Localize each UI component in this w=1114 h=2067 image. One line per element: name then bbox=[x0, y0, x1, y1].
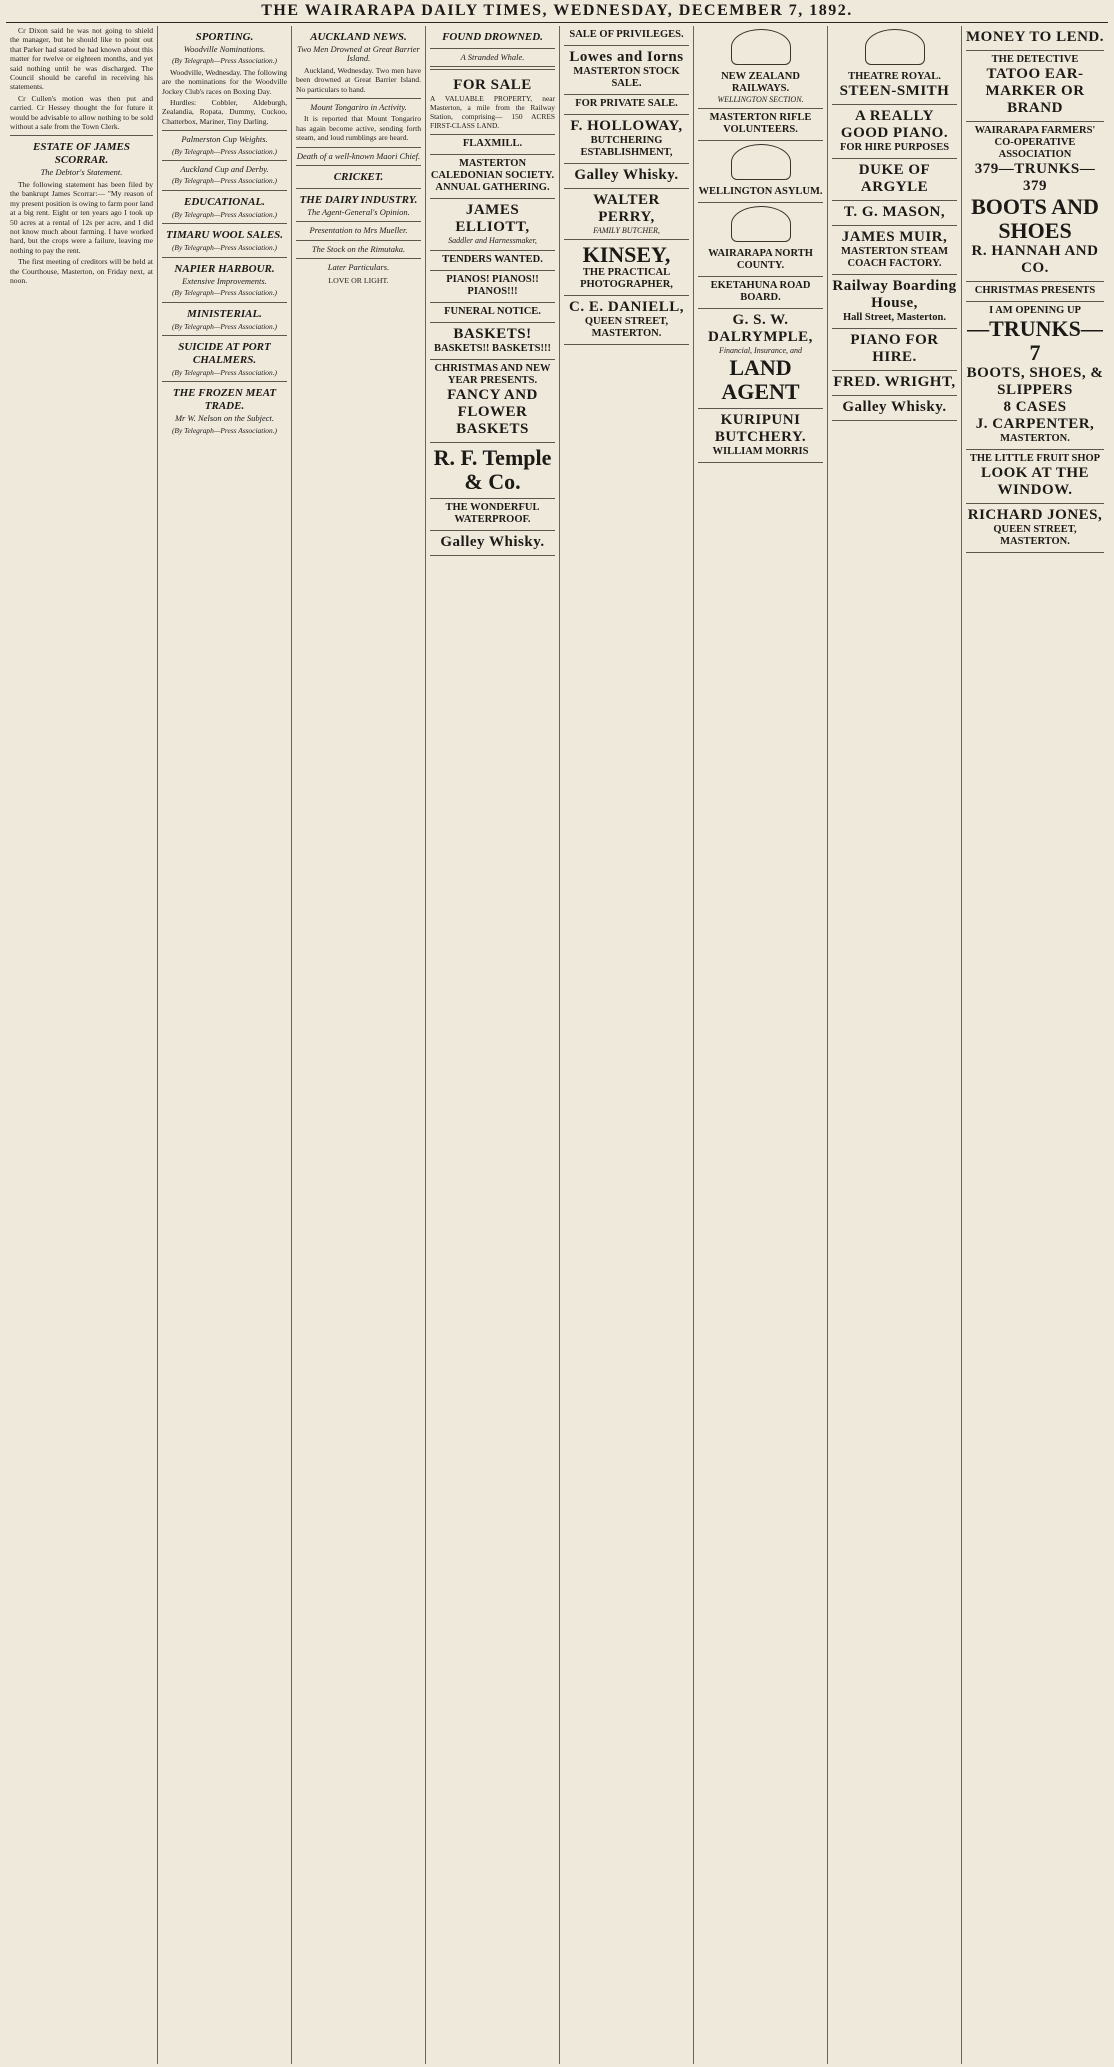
advertisement bbox=[966, 302, 1104, 450]
ad-heading: PIANOS! PIANOS!! PIANOS!!! bbox=[446, 273, 539, 297]
ad-heading: FANCY AND FLOWER BASKETS bbox=[447, 386, 538, 437]
advertisement bbox=[832, 201, 957, 226]
ad-subheading: QUEEN STREET, MASTERTON. bbox=[993, 524, 1077, 547]
masthead-title: THE WAIRARAPA DAILY TIMES, WEDNESDAY, DECEMBER 7, 1892. bbox=[261, 2, 853, 19]
advertisement bbox=[564, 115, 689, 164]
ad-heading: BOOTS AND SHOES bbox=[971, 194, 1099, 243]
advertisement bbox=[832, 329, 957, 371]
article-subheading: Presentation to Mrs Mueller. bbox=[309, 225, 408, 236]
masthead bbox=[6, 0, 1108, 23]
advertisement bbox=[564, 95, 689, 115]
article-subheading: Auckland Cup and Derby. bbox=[180, 164, 269, 175]
advertisement bbox=[832, 159, 957, 201]
divider bbox=[430, 48, 555, 49]
advertisement bbox=[430, 303, 555, 323]
article-heading: TIMARU WOOL SALES. bbox=[165, 229, 284, 242]
ad-heading: —TRUNKS—7 bbox=[967, 316, 1103, 365]
article-heading: CRICKET. bbox=[333, 171, 384, 184]
advertisement bbox=[832, 396, 957, 421]
ad-heading: FRED. WRIGHT, bbox=[833, 374, 956, 390]
advertisement bbox=[564, 189, 689, 240]
advertisement bbox=[698, 245, 823, 277]
advertisement bbox=[430, 271, 555, 303]
ad-heading: F. HOLLOWAY, bbox=[570, 118, 683, 134]
column-2 bbox=[158, 26, 292, 2064]
divider bbox=[162, 335, 287, 336]
column-5 bbox=[560, 26, 694, 2064]
article-subheading: Palmerston Cup Weights. bbox=[181, 134, 268, 145]
ad-subheading: Financial, Insurance, and bbox=[718, 346, 803, 356]
advertisement bbox=[564, 46, 689, 95]
royal-crest-icon bbox=[731, 29, 791, 65]
article-subheading: The Stock on the Rimutaka. bbox=[311, 243, 406, 254]
ad-heading: LAND AGENT bbox=[721, 354, 800, 404]
advertisement bbox=[430, 443, 555, 499]
article-subheading: Mount Tongariro in Activity. bbox=[310, 102, 407, 113]
ad-subheading: WELLINGTON SECTION. bbox=[717, 95, 804, 104]
ad-heading: JAMES ELLIOTT, bbox=[455, 202, 530, 236]
ad-subheading: FOR HIRE PURPOSES bbox=[839, 142, 950, 153]
paragraph: Hurdles: Cobbler, Aldeburgh, Zealandia, Ropata, Dummy, Cuckoo, Chatterbox, Mariner, Tiny Darling. bbox=[162, 98, 287, 126]
paragraph: It is reported that Mount Tongariro has again become active, sending forth steam, and loud rumblings are heard. bbox=[296, 114, 421, 143]
advertisement bbox=[430, 251, 555, 271]
ad-text: A VALUABLE PROPERTY, near Masterton, a mile from the Railway Station, comprising— 150 ACRES FIRST-CLASS LAND. bbox=[430, 94, 555, 131]
ad-heading: RICHARD JONES, bbox=[967, 507, 1103, 523]
ad-heading: C. E. DANIELL, bbox=[569, 299, 684, 316]
ad-heading: Galley Whisky. bbox=[842, 399, 947, 415]
ad-heading: TATOO EAR-MARKER OR BRAND bbox=[985, 66, 1085, 116]
divider bbox=[162, 130, 287, 131]
ad-heading: CHRISTMAS PRESENTS bbox=[974, 285, 1096, 296]
ad-heading: FUNERAL NOTICE. bbox=[444, 305, 541, 317]
article-heading: MINISTERIAL. bbox=[187, 307, 262, 320]
ad-heading: KINSEY, bbox=[582, 242, 671, 268]
divider bbox=[430, 66, 555, 70]
ad-heading: STEEN-SMITH bbox=[839, 83, 950, 99]
column-6 bbox=[694, 26, 828, 2064]
ad-heading: MONEY TO LEND. bbox=[966, 29, 1104, 45]
divider bbox=[162, 190, 287, 191]
article-subheading: Later Particulars. bbox=[327, 262, 390, 273]
byline: (By Telegraph—Press Association.) bbox=[171, 321, 278, 331]
advertisement bbox=[832, 226, 957, 275]
advertisement bbox=[564, 296, 689, 345]
ad-subheading: BUTCHERING ESTABLISHMENT, bbox=[580, 135, 673, 158]
article-subheading: Death of a well-known Maori Chief. bbox=[296, 150, 421, 161]
article-subheading: Woodville Nominations. bbox=[183, 44, 266, 54]
ad-heading: SALE OF PRIVILEGES. bbox=[569, 29, 684, 40]
ad-heading: Galley Whisky. bbox=[440, 533, 545, 550]
ad-heading: WELLINGTON ASYLUM. bbox=[698, 186, 823, 198]
ad-heading: TENDERS WANTED. bbox=[442, 253, 543, 265]
divider bbox=[162, 381, 287, 382]
ad-heading: FLAXMILL. bbox=[462, 138, 523, 150]
ad-heading: Lowes and Iorns bbox=[569, 49, 684, 65]
ad-subheading: FAMILY BUTCHER, bbox=[593, 226, 660, 235]
divider bbox=[162, 302, 287, 303]
article-subheading: Two Men Drowned at Great Barrier Island. bbox=[297, 44, 420, 64]
article-heading: EDUCATIONAL. bbox=[184, 195, 265, 208]
advertisement bbox=[698, 409, 823, 463]
ad-heading: WAIRARAPA NORTH COUNTY. bbox=[708, 248, 813, 272]
divider bbox=[296, 165, 421, 166]
advertisement bbox=[564, 164, 689, 189]
article-heading: SPORTING. bbox=[195, 31, 254, 43]
byline: (By Telegraph—Press Association.) bbox=[171, 176, 278, 186]
divider bbox=[296, 258, 421, 259]
ad-heading: R. F. Temple & Co. bbox=[433, 444, 552, 494]
article-heading: NAPIER HARBOUR. bbox=[174, 262, 275, 275]
byline: (By Telegraph—Press Association.) bbox=[171, 367, 278, 377]
closing-heading: LOVE OR LIGHT. bbox=[328, 275, 389, 285]
ad-heading: FOR PRIVATE SALE. bbox=[575, 98, 678, 109]
advertisement bbox=[832, 68, 957, 105]
paragraph: The following statement has been filed by the bankrupt James Scorrar:— "My reason of my present position is owing to farm poor land at a big rent. Eight or ten years ago I took up 50 acres at a rental of 12s per acre, and I did not know much about farming. I have worked hard, but the crops were a failure, leaving me nothing to pay the rent. bbox=[10, 179, 153, 255]
article-heading: FOUND DROWNED. bbox=[442, 31, 543, 43]
advertisement bbox=[966, 51, 1104, 122]
byline: (By Telegraph—Press Association.) bbox=[171, 56, 278, 66]
ad-heading: EKETAHUNA ROAD BOARD. bbox=[710, 280, 811, 304]
ad-subheading: CHRISTMAS AND NEW YEAR PRESENTS. bbox=[434, 362, 551, 386]
byline: (By Telegraph—Press Association.) bbox=[171, 209, 278, 219]
ad-subheading: BASKETS!! BASKETS!!! bbox=[434, 342, 551, 354]
ad-heading: MASTERTON RIFLE VOLUNTEERS. bbox=[709, 112, 812, 136]
advertisement bbox=[430, 74, 555, 135]
advertisement bbox=[698, 277, 823, 309]
advertisement bbox=[966, 282, 1104, 302]
ad-heading: WALTER PERRY, bbox=[593, 192, 660, 225]
royal-crest-icon bbox=[865, 29, 925, 65]
ad-subheading: Saddler and Harnessmaker, bbox=[448, 236, 537, 246]
divider bbox=[296, 240, 421, 241]
ad-heading: R. HANNAH AND CO. bbox=[971, 243, 1099, 276]
divider bbox=[162, 257, 287, 258]
advertisement bbox=[966, 122, 1104, 282]
ad-subheading: Hall Street, Masterton. bbox=[842, 312, 947, 323]
ad-heading: LOOK AT THE WINDOW. bbox=[980, 465, 1090, 498]
article-subheading: The Debtor's Statement. bbox=[40, 167, 123, 178]
ad-heading: BOOTS, SHOES, & SLIPPERS bbox=[966, 365, 1104, 398]
advertisement bbox=[832, 105, 957, 159]
ad-heading: BASKETS! bbox=[453, 325, 532, 342]
advertisement bbox=[966, 450, 1104, 504]
ad-heading: KURIPUNI BUTCHERY. bbox=[714, 411, 807, 445]
ad-subheading: WAIRARAPA FARMERS' CO-OPERATIVE ASSOCIATION bbox=[974, 125, 1096, 160]
divider bbox=[162, 160, 287, 161]
ad-subheading: ANNUAL GATHERING. bbox=[435, 182, 550, 194]
advertisement bbox=[430, 155, 555, 199]
royal-crest-icon bbox=[731, 144, 791, 180]
ad-heading: Railway Boarding House, bbox=[832, 278, 957, 311]
ad-heading: MASTERTON CALEDONIAN SOCIETY. bbox=[430, 158, 555, 182]
advertisement bbox=[564, 26, 689, 46]
ad-subheading: THE DETECTIVE bbox=[991, 54, 1079, 65]
ad-heading: JAMES MUIR, bbox=[841, 229, 948, 245]
ad-heading: THE WONDERFUL WATERPROOF. bbox=[445, 501, 540, 525]
divider bbox=[10, 135, 153, 136]
paragraph: The first meeting of creditors will be held at the Courthouse, Masterton, on Friday next, at noon. bbox=[10, 257, 153, 285]
ad-heading: A REALLY GOOD PIANO. bbox=[840, 108, 949, 141]
article-heading: SUICIDE AT PORT CHALMERS. bbox=[178, 340, 271, 366]
ad-heading: DUKE OF ARGYLE bbox=[858, 162, 931, 195]
article-heading: AUCKLAND NEWS. bbox=[310, 31, 407, 43]
column-4 bbox=[426, 26, 560, 2064]
divider bbox=[162, 223, 287, 224]
advertisement bbox=[430, 199, 555, 250]
column-3 bbox=[292, 26, 426, 2064]
ad-subheading: I AM OPENING UP bbox=[989, 305, 1081, 316]
ad-heading: NEW ZEALAND RAILWAYS. bbox=[721, 71, 800, 94]
article-subheading: Mr W. Nelson on the Subject. bbox=[174, 413, 275, 424]
article-heading: THE FROZEN MEAT TRADE. bbox=[172, 387, 277, 413]
ad-heading: FOR SALE bbox=[453, 77, 532, 94]
ad-heading: 8 CASES bbox=[1003, 399, 1067, 415]
ad-heading: THEATRE ROYAL. bbox=[848, 71, 941, 82]
article-subheading: Extensive Improvements. bbox=[182, 275, 267, 286]
ad-heading: 379—TRUNKS—379 bbox=[974, 161, 1096, 194]
byline: (By Telegraph—Press Association.) bbox=[171, 243, 278, 253]
advertisement bbox=[966, 26, 1104, 51]
ad-subheading: MASTERTON. bbox=[1000, 433, 1070, 444]
royal-crest-icon bbox=[731, 206, 791, 242]
byline: (By Telegraph—Press Association.) bbox=[171, 425, 278, 435]
advertisement bbox=[430, 499, 555, 531]
advertisement bbox=[564, 240, 689, 296]
column-8 bbox=[962, 26, 1108, 2064]
advertisement bbox=[698, 109, 823, 141]
advertisement bbox=[698, 183, 823, 203]
advertisement bbox=[698, 68, 823, 109]
advertisement bbox=[832, 371, 957, 396]
paragraph: Cr Cullen's motion was then put and carried. Cr Hessey thought the for future it would be advisable to allow nothing to be sold without a sale from the Town Clerk. bbox=[10, 93, 153, 132]
advertisement bbox=[698, 309, 823, 408]
ad-subheading: WILLIAM MORRIS bbox=[712, 445, 809, 457]
column-1 bbox=[6, 26, 158, 2064]
ad-heading: J. CARPENTER, bbox=[975, 416, 1095, 432]
advertisement bbox=[832, 275, 957, 329]
advertisement bbox=[966, 504, 1104, 553]
ad-heading: G. S. W. DALRYMPLE, bbox=[708, 312, 813, 346]
ad-subheading: THE LITTLE FRUIT SHOP bbox=[969, 453, 1101, 464]
paragraph: Woodville, Wednesday. The following are the nominations for the Woodville Jockey Club's races on Boxing Day. bbox=[162, 67, 287, 96]
article-subheading: A Stranded Whale. bbox=[460, 52, 525, 62]
byline: (By Telegraph—Press Association.) bbox=[171, 146, 278, 156]
ad-subheading: QUEEN STREET, MASTERTON. bbox=[584, 316, 669, 340]
ad-subheading: THE PRACTICAL PHOTOGRAPHER, bbox=[580, 267, 673, 291]
column-7 bbox=[828, 26, 962, 2064]
advertisement bbox=[430, 360, 555, 443]
divider bbox=[296, 221, 421, 222]
article-subheading: The Agent-General's Opinion. bbox=[307, 207, 410, 218]
divider bbox=[296, 188, 421, 189]
paragraph: Cr Dixon said he was not going to shield the manager, but he should like to point out that Parker had stated he had known about this matter for twelve or eighteen months, and yet said nothing until he was discharged. The Council should be careful in receiving his statements. bbox=[10, 26, 153, 92]
article-heading: ESTATE OF JAMES SCORRAR. bbox=[32, 141, 130, 167]
article-heading: THE DAIRY INDUSTRY. bbox=[299, 194, 418, 207]
ad-heading: PIANO FOR HIRE. bbox=[850, 332, 939, 365]
paragraph: Auckland, Wednesday. Two men have been drowned at Great Barrier Island. No particulars to hand. bbox=[296, 65, 421, 94]
divider bbox=[296, 147, 421, 148]
advertisement bbox=[430, 135, 555, 155]
columns bbox=[6, 26, 1108, 2064]
ad-heading: Galley Whisky. bbox=[574, 167, 679, 183]
byline: (By Telegraph—Press Association.) bbox=[171, 288, 278, 298]
divider bbox=[296, 98, 421, 99]
ad-subheading: MASTERTON STOCK SALE. bbox=[573, 66, 680, 89]
ad-subheading: MASTERTON STEAM COACH FACTORY. bbox=[840, 246, 949, 269]
advertisement bbox=[430, 323, 555, 360]
advertisement bbox=[430, 531, 555, 556]
ad-heading: T. G. MASON, bbox=[843, 204, 946, 220]
